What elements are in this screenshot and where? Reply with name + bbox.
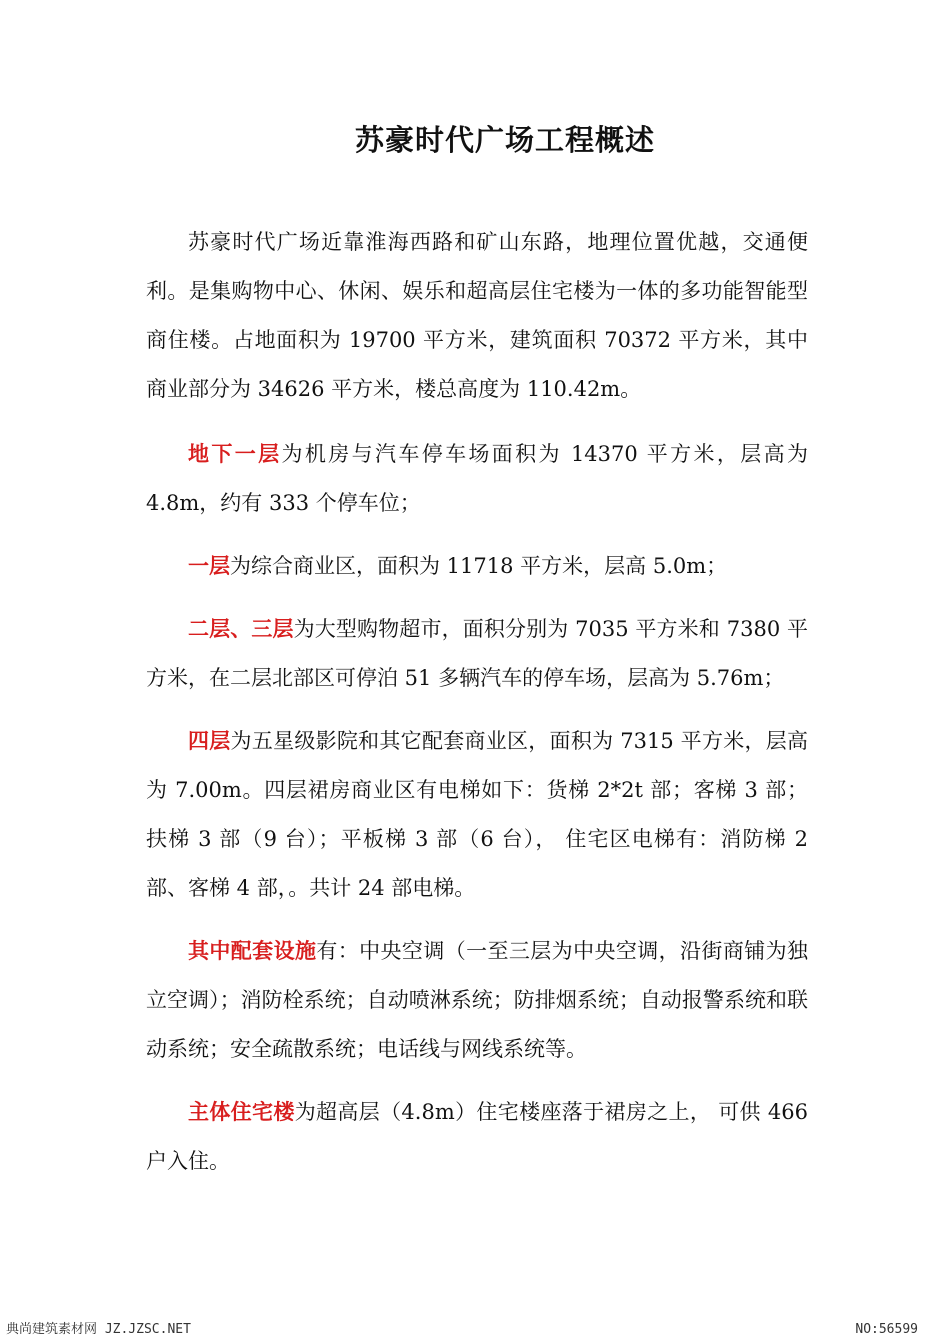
intro-paragraph: 苏豪时代广场近靠淮海西路和矿山东路，地理位置优越，交通便利。是集购物中心、休闲、娱乐和超高层住宅楼为一体的多功能智能型商住楼。占地面积为 19700 平方米，建筑面积 70372 平方米，其中商业部分为 34626 平方米，楼总高度为 110.42m。: [146, 230, 808, 401]
paragraph-floor-2-3-text: 为大型购物超市，面积分别为 7035 平方米和 7380 平方米，在二层北部区可停泊 51 多辆汽车的停车场，层高为 5.76m；: [146, 617, 808, 690]
paragraph-residential-text: 为超高层（4.8m）住宅楼座落于裙房之上， 可供 466 户入住。: [146, 1100, 808, 1173]
highlight-basement: 地下一层: [188, 441, 282, 466]
highlight-facilities: 其中配套设施: [188, 938, 317, 963]
paragraph-floor-1-text: 为综合商业区，面积为 11718 平方米，层高 5.0m；: [230, 554, 728, 578]
highlight-floor-1: 一层: [188, 553, 230, 578]
paragraph-floor-2-3: [146, 604, 808, 703]
paragraph-facilities-text: 有：中央空调（一至三层为中央空调，沿街商铺为独立空调）；消防栓系统；自动喷淋系统；防排烟系统；自动报警系统和联动系统；安全疏散系统；电话线与网线系统等。: [146, 939, 809, 1061]
footer-watermark: 典尚建筑素材网 JZ.JZSC.NET: [6, 1322, 191, 1337]
paragraph-basement-text: 为机房与汽车停车场面积为 14370 平方米，层高为 4.8m，约有 333 个停车位；: [146, 442, 809, 515]
paragraph-floor-4-text: 为五星级影院和其它配套商业区，面积为 7315 平方米，层高为 7.00m。四层裙房商业区有电梯如下：货梯 2*2t 部；客梯 3 部；扶梯 3 部（9 台）；平板梯 3 部（6 台）， 住宅区电梯有：消防梯 2 部、客梯 4 部，。共计 24 部电梯。: [146, 729, 809, 900]
highlight-residential: 主体住宅楼: [188, 1099, 295, 1124]
highlight-floor-2-3: 二层、三层: [188, 616, 294, 641]
document-body: [146, 218, 808, 1199]
footer-serial: NO:56599: [855, 1322, 918, 1337]
highlight-floor-4: 四层: [188, 728, 231, 753]
paragraph-floor-4: [146, 716, 808, 913]
paragraph-floor-1: [146, 541, 808, 591]
paragraph-residential: [146, 1087, 808, 1186]
paragraph-facilities: [146, 926, 808, 1074]
page-title: 苏豪时代广场工程概述: [354, 123, 655, 157]
paragraph-basement: [146, 429, 808, 528]
